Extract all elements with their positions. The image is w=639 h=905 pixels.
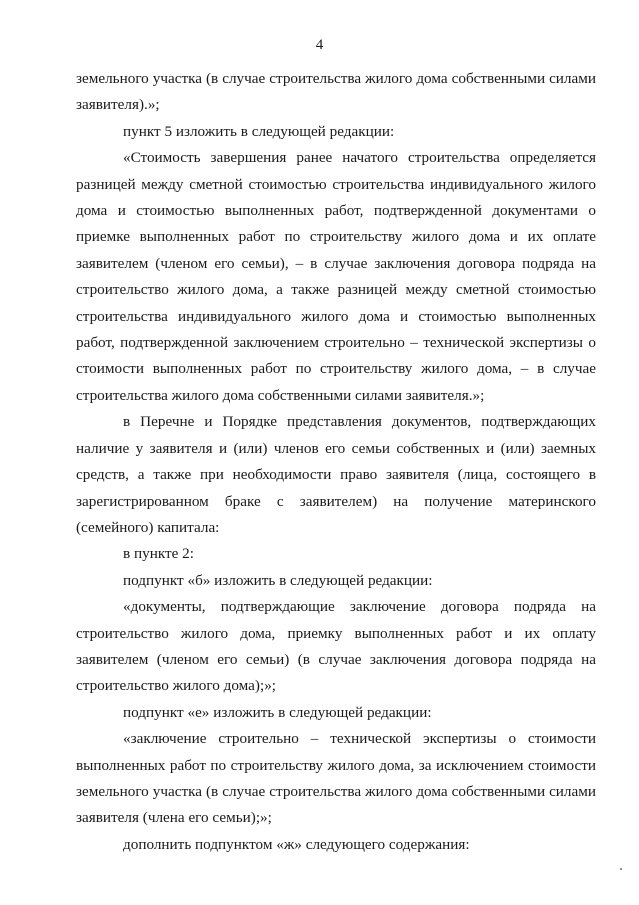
scan-speck	[620, 868, 622, 870]
paragraph-list-of-documents: в Перечне и Порядке представления документов, подтверждающих наличие у заявителя и (или) членов его семьи собственных и (или) заемных средств, а также при необходимости право заявителя (лица, состоящего в зарегистрированном браке с заявителем) на получение материнского (семейного) капитала:	[76, 413, 596, 536]
paragraph-subitem-b-text: «документы, подтверждающие заключение договора подряда на строительство жилого дома, приемку выполненных работ и их оплату заявителем (членом его семьи) (в случае заключения договора подряда на строительство жилого дома);»;	[76, 598, 596, 695]
paragraph-in-item-2: в пункте 2:	[123, 545, 194, 563]
document-body	[76, 66, 596, 858]
paragraph-subitem-e-instruction: подпункт «е» изложить в следующей редакции:	[123, 703, 432, 721]
paragraph-subitem-b-instruction: подпункт «б» изложить в следующей редакции:	[123, 571, 433, 589]
paragraph-continuation: земельного участка (в случае строительства жилого дома собственными силами заявителя).»;	[76, 70, 596, 114]
paragraph-add-subitem-zh: дополнить подпунктом «ж» следующего содержания:	[123, 835, 470, 853]
paragraph-completion-cost: «Стоимость завершения ранее начатого строительства определяется разницей между сметной стоимостью строительства индивидуального жилого дома и стоимостью выполненных работ, подтвержденной документами о приемке выполненных работ по строительству жилого дома и их оплате заявителем (членом его семьи), – в случае заключения договора подряда на строительство жилого дома, а также разницей между сметной стоимостью строительства индивидуального жилого дома и стоимостью выполненных работ, подтвержденной заключением строительно – технической экспертизы о стоимости выполненных работ по строительству жилого дома, – в случае строительства жилого дома собственными силами заявителя.»;	[76, 149, 596, 404]
paragraph-item-5-instruction: пункт 5 изложить в следующей редакции:	[123, 122, 395, 140]
page-number: 4	[315, 37, 324, 53]
paragraph-subitem-e-text: «заключение строительно – технической экспертизы о стоимости выполненных работ по строительству жилого дома, за исключением стоимости земельного участка (в случае строительства жилого дома собственными силами заявителя (члена его семьи);»;	[76, 730, 596, 827]
